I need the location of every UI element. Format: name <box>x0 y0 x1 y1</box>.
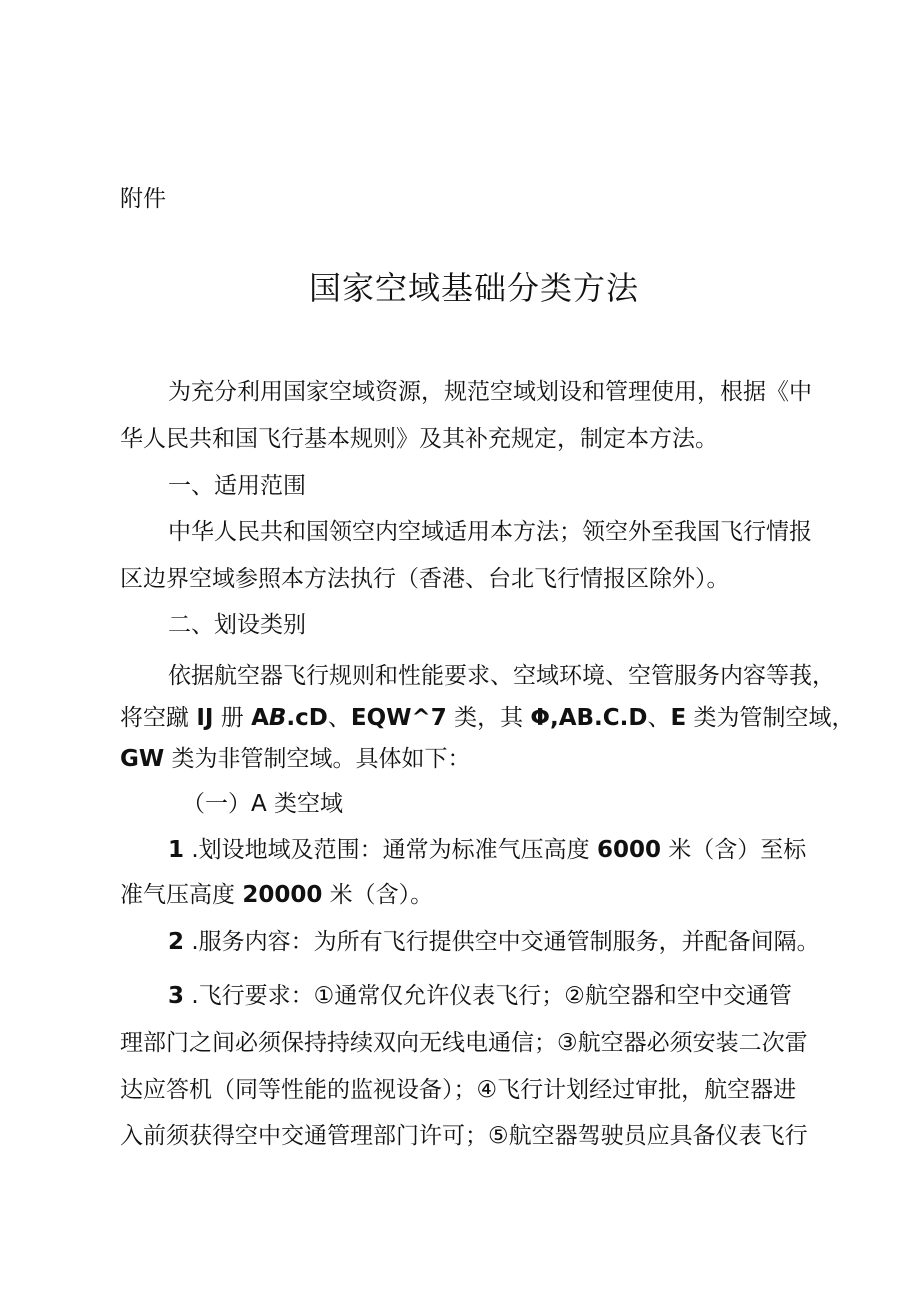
list-item-1-continued <box>120 880 433 910</box>
text-span: 6000 <box>596 837 661 863</box>
paragraph-line <box>120 744 471 774</box>
list-item-1 <box>168 835 806 865</box>
text-span: .划设地域及范围：通常为标准气压高度 <box>184 837 597 863</box>
text-span: E <box>670 705 687 731</box>
list-item-3-continued: 达应答机（同等性能的监视设备）；④飞行计划经过审批，航空器进 <box>120 1077 797 1103</box>
paragraph-line-classes <box>120 703 855 733</box>
text-span: .cD <box>286 705 328 731</box>
text-span: 米（含）至标 <box>660 837 807 863</box>
paragraph-line: 区边界空域参照本方法执行（香港、台北飞行情报区除外）。 <box>120 566 730 592</box>
paragraph-line: 华人民共和国飞行基本规则》及其补充规定，制定本方法。 <box>120 426 718 452</box>
text-span: 将空蹴 <box>120 705 197 731</box>
text-span: .服务内容：为所有飞行提供空中交通管制服务，并配备间隔。 <box>184 929 820 955</box>
text-span: 类为管制空域， <box>686 705 855 731</box>
paragraph-line: 为充分利用国家空域资源，规范空域划设和管理使用，根据《中 <box>168 379 812 405</box>
document-title: 国家空域基础分类方法 <box>308 269 639 307</box>
text-span: EQW^7 <box>350 705 447 731</box>
text-span: B <box>268 705 287 731</box>
list-item-number: 2 <box>168 929 185 955</box>
section-heading-categories: 二、划设类别 <box>168 612 306 638</box>
list-item-number: 1 <box>168 837 185 863</box>
text-span: 米（含）。 <box>322 882 434 908</box>
text-span: 册 <box>213 705 252 731</box>
list-item-3-continued: 入前须获得空中交通管理部门许可；⑤航空器驾驶员应具备仪表飞行 <box>120 1123 808 1149</box>
paragraph-line: 依据航空器飞行规则和性能要求、空域环境、空管服务内容等莪， <box>168 663 835 689</box>
subsection-heading-class-a: （一）A 类空域 <box>182 791 344 817</box>
list-item-2 <box>168 927 820 957</box>
text-span: 类为非管制空域。具体如下： <box>164 746 471 772</box>
text-span: 类，其 <box>446 705 531 731</box>
text-span: IJ <box>196 705 214 731</box>
attachment-label: 附件 <box>120 186 166 212</box>
list-item-number: 3 <box>168 983 185 1009</box>
text-span: A <box>251 705 269 731</box>
text-span: 、 <box>647 705 671 731</box>
text-span: 准气压高度 <box>120 882 243 908</box>
section-heading-scope: 一、适用范围 <box>168 473 306 499</box>
text-span: 、 <box>327 705 351 731</box>
text-span: 20000 <box>242 882 323 908</box>
text-span: GW <box>120 746 165 772</box>
list-item-3-continued: 理部门之间必须保持持续双向无线电通信；③航空器必须安装二次雷 <box>120 1030 808 1056</box>
list-item-3 <box>168 981 792 1011</box>
text-span: Φ,AB.C.D <box>530 705 648 731</box>
text-span: .飞行要求：①通常仅允许仪表飞行；②航空器和空中交通管 <box>184 983 792 1009</box>
paragraph-line: 中华人民共和国领空内空域适用本方法；领空外至我国飞行情报 <box>168 519 812 545</box>
